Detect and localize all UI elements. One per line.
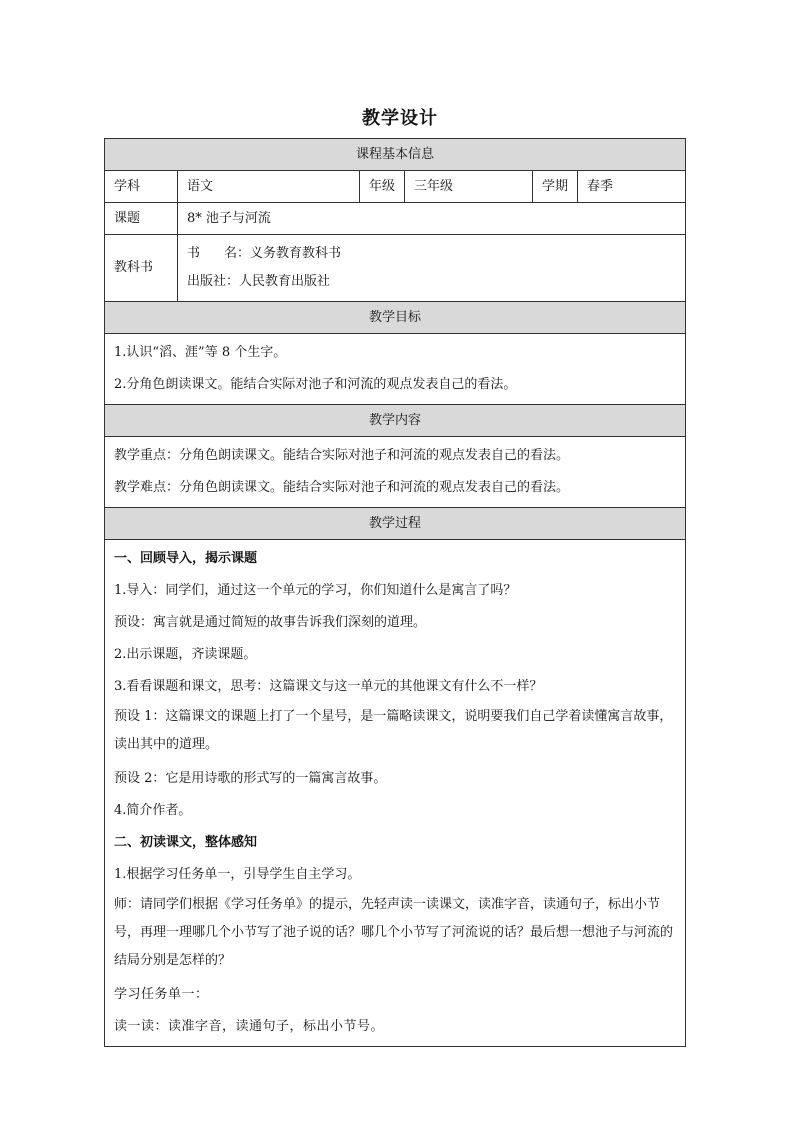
process-row — [105, 540, 686, 1047]
process-list — [105, 540, 686, 1047]
objectives-row — [105, 334, 686, 405]
section-title-content: 教学内容 — [105, 405, 686, 437]
book-name-value: 义务教育教科书 — [250, 246, 342, 261]
section-header-process — [105, 508, 686, 540]
process-paragraph: 预设：寓言就是通过简短的故事告诉我们深刻的道理。 — [114, 615, 427, 630]
section-title-process: 教学过程 — [105, 508, 686, 540]
process-part-1-title: 一、回顾导入，揭示课题 — [114, 551, 258, 566]
process-paragraph: 2.出示课题，齐读课题。 — [114, 647, 257, 662]
book-name-line — [187, 240, 676, 268]
section-title-objectives: 教学目标 — [105, 302, 686, 334]
textbook-details — [178, 235, 686, 302]
section-title-basic-info: 课程基本信息 — [105, 139, 686, 171]
textbook-row — [105, 235, 686, 302]
topic-label: 课题 — [105, 203, 178, 235]
process-paragraph: 预设 1：这篇课文的课题上打了一个星号，是一篇略读课文，说明要我们自己学着读懂寓言故事，读出其中的道理。 — [114, 709, 673, 752]
topic-row — [105, 203, 686, 235]
content-list — [105, 437, 686, 508]
process-part-2-title: 二、初读课文，整体感知 — [114, 835, 258, 850]
subject-value: 语文 — [178, 171, 360, 203]
process-paragraph: 师：请同学们根据《学习任务单》的提示，先轻声读一读课文，读准字音，读通句子，标出小节号，再理一理哪几个小节写了池子说的话？哪几个小节写了河流说的话？最后想一想池子与河流的结局分别是怎样的？ — [114, 897, 674, 968]
task-sheet-item: 读一读：读准字音，读通句子，标出小节号。 — [114, 1019, 385, 1034]
term-label: 学期 — [533, 171, 578, 203]
publisher-value: 人民教育出版社 — [239, 274, 331, 289]
process-paragraph: 1.导入：同学们，通过这一个单元的学习，你们知道什么是寓言了吗？ — [114, 583, 517, 598]
process-paragraph: 1.根据学习任务单一，引导学生自主学习。 — [114, 867, 361, 882]
section-header-basic-info — [105, 139, 686, 171]
process-paragraph: 3.看看课题和课文，思考：这篇课文与这一单元的其他课文有什么不一样？ — [114, 679, 543, 694]
document-title: 教学设计 — [362, 108, 438, 129]
process-paragraph: 4.简介作者。 — [114, 803, 192, 818]
section-header-content — [105, 405, 686, 437]
task-sheet-title: 学习任务单一： — [114, 987, 209, 1002]
process-paragraph: 预设 2：它是用诗歌的形式写的一篇寓言故事。 — [114, 771, 387, 786]
topic-value: 8* 池子与河流 — [178, 203, 686, 235]
difficult-point: 教学难点：分角色朗读课文。能结合实际对池子和河流的观点发表自己的看法。 — [114, 480, 570, 495]
grade-value: 三年级 — [405, 171, 533, 203]
lesson-plan-table — [104, 138, 686, 1047]
objective-item: 2.分角色朗读课文。能结合实际对池子和河流的观点发表自己的看法。 — [114, 377, 517, 392]
textbook-label: 教科书 — [105, 235, 178, 302]
term-value: 春季 — [578, 171, 686, 203]
objectives-list — [105, 334, 686, 405]
key-point: 教学重点：分角色朗读课文。能结合实际对池子和河流的观点发表自己的看法。 — [114, 448, 570, 463]
subject-row — [105, 171, 686, 203]
content-row — [105, 437, 686, 508]
objective-item: 1.认识“滔、涯”等 8 个生字。 — [114, 345, 287, 360]
subject-label: 学科 — [105, 171, 178, 203]
publisher-line — [187, 268, 676, 296]
section-header-objectives — [105, 302, 686, 334]
grade-label: 年级 — [360, 171, 405, 203]
publisher-label: 出版社： — [187, 274, 240, 289]
book-name-label-2: 名： — [224, 246, 251, 261]
book-name-label: 书 — [187, 246, 201, 261]
